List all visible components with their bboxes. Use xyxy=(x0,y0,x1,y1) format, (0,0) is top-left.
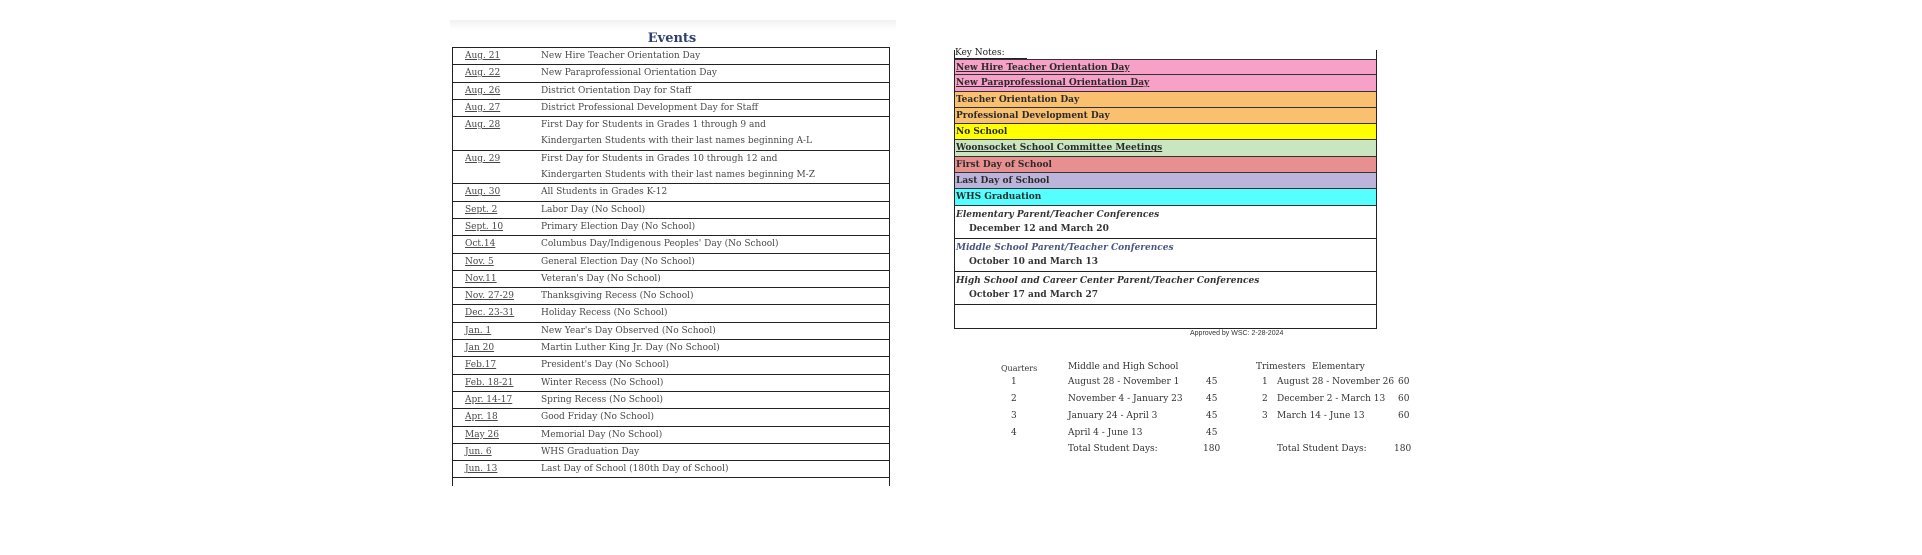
conference-entry xyxy=(955,272,1376,305)
event-line xyxy=(453,375,889,391)
event-line xyxy=(453,254,889,270)
event-row xyxy=(453,117,889,151)
event-description: New Paraprofessional Orientation Day xyxy=(541,68,717,79)
event-description: All Students in Grades K-12 xyxy=(541,187,668,198)
top-shadow xyxy=(450,20,896,30)
event-date: Jan. 1 xyxy=(465,325,492,336)
event-row xyxy=(453,340,889,357)
event-line xyxy=(453,202,889,218)
event-row xyxy=(453,357,889,374)
event-row xyxy=(453,409,889,426)
event-line xyxy=(453,151,889,167)
event-description: New Hire Teacher Orientation Day xyxy=(541,51,701,61)
approval-note: Approved by WSC: 2-28-2024 xyxy=(1190,330,1284,337)
legend-item: WHS Graduation xyxy=(955,189,1376,205)
event-row xyxy=(453,323,889,340)
event-row xyxy=(453,151,889,185)
event-line xyxy=(453,392,889,408)
event-description: General Election Day (No School) xyxy=(541,256,695,267)
trimesters-days: 60 xyxy=(1398,411,1410,421)
trimesters-heading: Elementary xyxy=(1312,362,1365,372)
event-date: Aug. 28 xyxy=(465,120,501,131)
event-date: Jun. 13 xyxy=(465,464,498,475)
event-row xyxy=(453,184,889,201)
event-date: Feb.17 xyxy=(465,360,497,371)
event-date: Apr. 14-17 xyxy=(465,394,513,405)
event-date: Nov.11 xyxy=(465,273,497,284)
quarters-num: 2 xyxy=(1011,394,1017,404)
event-date: Sept. 2 xyxy=(465,204,498,215)
event-line xyxy=(453,100,889,116)
legend-item: New Paraprofessional Orientation Day xyxy=(955,75,1376,91)
event-description: Kindergarten Students with their last names beginning M-Z xyxy=(541,170,815,181)
event-line xyxy=(453,48,889,64)
event-row xyxy=(453,271,889,288)
event-line xyxy=(453,461,889,477)
legend-item: Woonsocket School Committee Meetings xyxy=(955,140,1376,156)
event-line xyxy=(453,340,889,356)
event-description: Labor Day (No School) xyxy=(541,204,646,215)
event-description: Spring Recess (No School) xyxy=(541,394,663,405)
event-description: Last Day of School (180th Day of School) xyxy=(541,464,729,475)
key-notes-header xyxy=(955,50,1376,59)
trimesters-range: August 28 - November 26 xyxy=(1277,377,1395,387)
event-date: Aug. 22 xyxy=(465,68,501,79)
event-row xyxy=(453,427,889,444)
event-line xyxy=(453,409,889,425)
event-description: District Orientation Day for Staff xyxy=(541,85,692,96)
legend-item: Teacher Orientation Day xyxy=(955,92,1376,108)
event-line xyxy=(453,427,889,443)
trimesters-days: 60 xyxy=(1398,394,1410,404)
quarters-days: 45 xyxy=(1206,411,1218,421)
key-notes-panel xyxy=(954,50,1377,329)
trimesters-num: 3 xyxy=(1262,411,1268,421)
event-line xyxy=(453,133,889,149)
legend-item: Professional Development Day xyxy=(955,108,1376,124)
event-line xyxy=(453,184,889,200)
event-description: Veteran's Day (No School) xyxy=(541,273,661,284)
quarters-heading: Middle and High School xyxy=(1068,362,1179,372)
event-date: May 26 xyxy=(465,429,499,440)
quarters-range: November 4 - January 23 xyxy=(1068,394,1183,404)
event-row xyxy=(453,100,889,117)
trimesters-num: 2 xyxy=(1262,394,1268,404)
trimesters-total: 180 xyxy=(1394,444,1412,454)
quarters-label: Quarters xyxy=(1001,364,1038,373)
event-line xyxy=(453,65,889,81)
conference-entry xyxy=(955,206,1376,239)
event-line xyxy=(453,288,889,304)
trimesters-label: Trimesters xyxy=(1256,362,1306,372)
conference-dates: October 17 and March 27 xyxy=(969,289,1099,300)
event-row xyxy=(453,444,889,461)
trimesters-range: December 2 - March 13 xyxy=(1277,394,1386,404)
event-row xyxy=(453,65,889,82)
conference-list xyxy=(955,206,1376,305)
event-date: Nov. 5 xyxy=(465,256,494,267)
conference-entry xyxy=(955,239,1376,272)
event-date: Feb. 18-21 xyxy=(465,377,514,388)
trimesters-num: 1 xyxy=(1262,377,1268,387)
event-description: Kindergarten Students with their last names beginning A-L xyxy=(541,136,812,147)
event-row xyxy=(453,48,889,65)
event-description: Good Friday (No School) xyxy=(541,412,655,423)
event-row xyxy=(453,461,889,478)
quarters-num: 4 xyxy=(1011,428,1017,438)
quarters-range: August 28 - November 1 xyxy=(1068,377,1180,387)
event-description: Martin Luther King Jr. Day (No School) xyxy=(541,343,720,354)
event-row xyxy=(453,288,889,305)
event-description: WHS Graduation Day xyxy=(541,446,640,457)
event-date: Nov. 27-29 xyxy=(465,291,514,302)
event-row xyxy=(453,202,889,219)
quarters-total: 180 xyxy=(1203,444,1221,454)
event-date: Jan 20 xyxy=(465,343,495,354)
event-date: Sept. 10 xyxy=(465,221,504,232)
event-date: Apr. 18 xyxy=(465,412,498,423)
event-description: Memorial Day (No School) xyxy=(541,429,663,440)
event-line xyxy=(453,117,889,133)
event-line xyxy=(453,167,889,183)
event-date: Aug. 27 xyxy=(465,102,501,113)
event-date: Oct.14 xyxy=(465,239,496,250)
event-line xyxy=(453,219,889,235)
quarters-days: 45 xyxy=(1206,377,1218,387)
event-row xyxy=(453,219,889,236)
legend-item: New Hire Teacher Orientation Day xyxy=(955,59,1376,75)
event-description: Thanksgiving Recess (No School) xyxy=(541,291,694,302)
event-description: First Day for Students in Grades 10 through 12 and xyxy=(541,153,778,164)
event-row xyxy=(453,236,889,253)
event-date: Aug. 30 xyxy=(465,187,501,198)
event-row xyxy=(453,254,889,271)
event-description: Columbus Day/Indigenous Peoples' Day (No School) xyxy=(541,239,779,250)
event-date: Aug. 21 xyxy=(465,51,501,61)
quarters-num: 1 xyxy=(1011,377,1017,387)
event-row xyxy=(453,83,889,100)
event-line xyxy=(453,444,889,460)
event-description: First Day for Students in Grades 1 through 9 and xyxy=(541,120,766,131)
event-date: Dec. 23-31 xyxy=(465,308,515,319)
event-line xyxy=(453,357,889,373)
event-line xyxy=(453,83,889,99)
legend-item: Last Day of School xyxy=(955,173,1376,189)
event-description: District Professional Development Day for Staff xyxy=(541,102,759,113)
event-date: Aug. 26 xyxy=(465,85,501,96)
event-line xyxy=(453,305,889,321)
trimesters-range: March 14 - June 13 xyxy=(1277,411,1365,421)
key-notes-title: Key Notes: xyxy=(955,48,1027,59)
quarters-days: 45 xyxy=(1206,394,1218,404)
event-description: President's Day (No School) xyxy=(541,360,670,371)
events-table xyxy=(452,47,890,486)
legend-item: First Day of School xyxy=(955,157,1376,173)
conference-title: Middle School Parent/Teacher Conferences xyxy=(956,242,1174,253)
conference-dates: October 10 and March 13 xyxy=(969,256,1099,267)
trimesters-days: 60 xyxy=(1398,377,1410,387)
event-description: Winter Recess (No School) xyxy=(541,377,664,388)
event-line xyxy=(453,271,889,287)
event-description: Holiday Recess (No School) xyxy=(541,308,668,319)
quarters-total-label: Total Student Days: xyxy=(1068,444,1158,454)
event-description: New Year's Day Observed (No School) xyxy=(541,325,716,336)
event-line xyxy=(453,323,889,339)
quarters-range: April 4 - June 13 xyxy=(1068,428,1143,438)
key-notes-list xyxy=(955,59,1376,206)
quarters-range: January 24 - April 3 xyxy=(1068,411,1158,421)
legend-item: No School xyxy=(955,124,1376,140)
event-description: Primary Election Day (No School) xyxy=(541,221,696,232)
event-line xyxy=(453,236,889,252)
conference-title: High School and Career Center Parent/Teacher Conferences xyxy=(956,275,1260,286)
trimesters-total-label: Total Student Days: xyxy=(1277,444,1367,454)
event-date: Jun. 6 xyxy=(465,446,492,457)
event-row xyxy=(453,392,889,409)
event-row xyxy=(453,305,889,322)
conference-dates: December 12 and March 20 xyxy=(969,223,1109,234)
quarters-days: 45 xyxy=(1206,428,1218,438)
event-row xyxy=(453,375,889,392)
events-title: Events xyxy=(647,31,697,46)
conference-title: Elementary Parent/Teacher Conferences xyxy=(956,209,1160,220)
quarters-num: 3 xyxy=(1011,411,1017,421)
event-date: Aug. 29 xyxy=(465,153,501,164)
